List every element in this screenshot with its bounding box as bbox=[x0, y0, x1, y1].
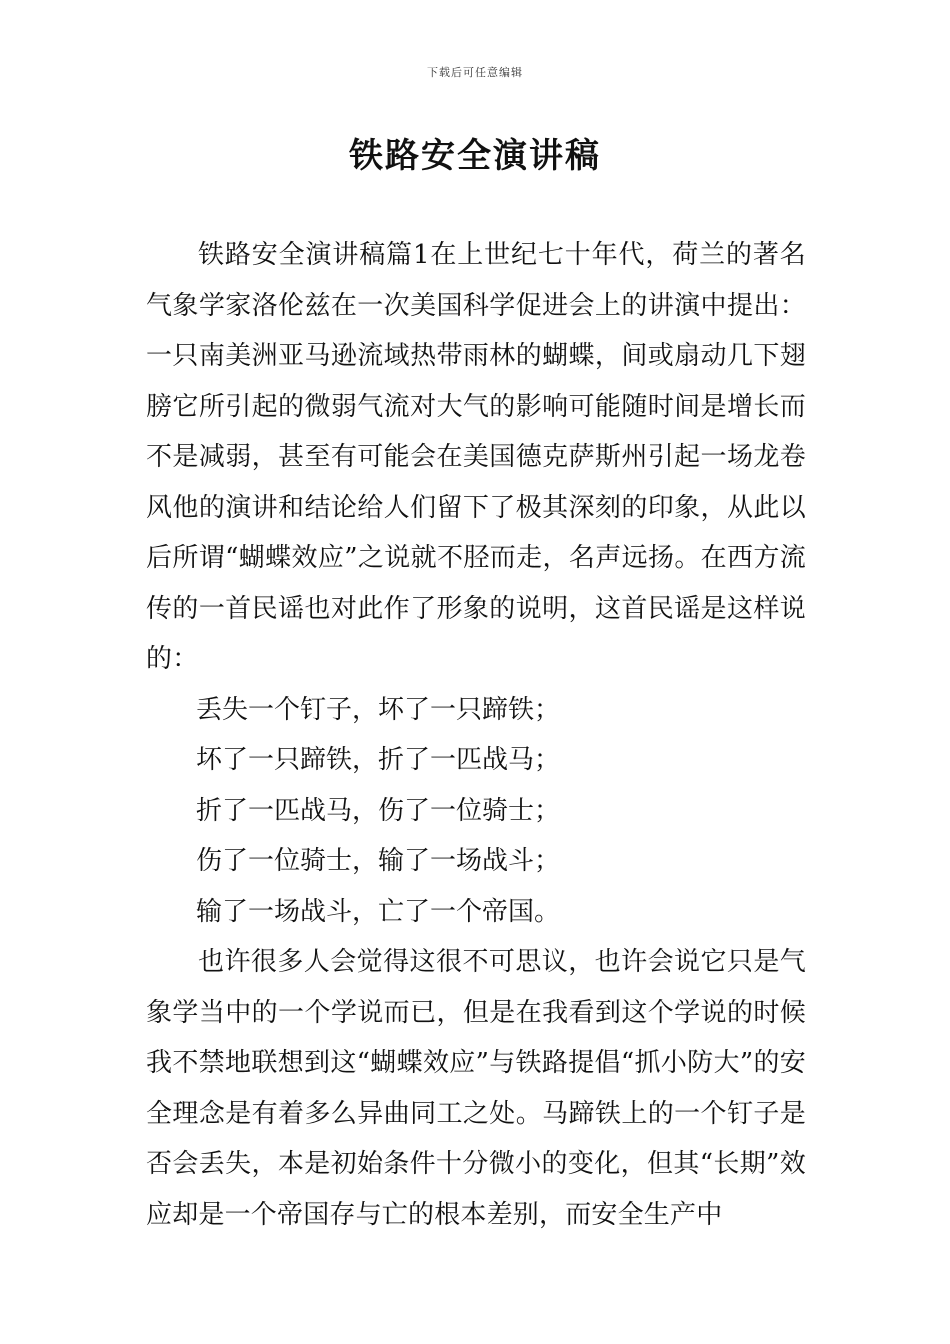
intro-paragraph: 铁路安全演讲稿篇1在上世纪七十年代，荷兰的著名气象学家洛伦兹在一次美国科学促进会上的讲演中提出：一只南美洲亚马逊流域热带雨林的蝴蝶，间或扇动几下翅膀它所引起的微弱气流对大气的影响可能随时间是增长而不是减弱，甚至有可能会在美国德克萨斯州引起一场龙卷风他的演讲和结论给人们留下了极其深刻的印象，从此以后所谓“蝴蝶效应”之说就不胫而走，名声远扬。在西方流传的一首民谣也对此作了形象的说明，这首民谣是这样说的： bbox=[146, 240, 806, 674]
closing-paragraph: 也许很多人会觉得这很不可思议，也许会说它只是气象学当中的一个学说而已，但是在我看到这个学说的时候我不禁地联想到这“蝴蝶效应”与铁路提倡“抓小防大”的安全理念是有着多么异曲同工之处。马蹄铁上的一个钉子是否会丢失，本是初始条件十分微小的变化，但其“长期”效应却是一个帝国存与亡的根本差别，而安全生产中 bbox=[146, 947, 806, 1230]
verse-line: 丢失一个钉子，坏了一只蹄铁； bbox=[196, 694, 561, 725]
verse-line: 折了一匹战马，伤了一位骑士； bbox=[196, 795, 561, 826]
verse-line: 伤了一位骑士，输了一场战斗； bbox=[196, 846, 561, 876]
verse-line: 坏了一只蹄铁，折了一匹战马； bbox=[196, 745, 561, 775]
document-title: 铁路安全演讲稿 bbox=[349, 136, 601, 176]
document-body bbox=[146, 230, 806, 1240]
verse-line: 输了一场战斗，亡了一个帝国。 bbox=[196, 896, 561, 927]
header-note: 下载后可任意编辑 bbox=[427, 66, 523, 79]
verse-block bbox=[146, 685, 806, 938]
